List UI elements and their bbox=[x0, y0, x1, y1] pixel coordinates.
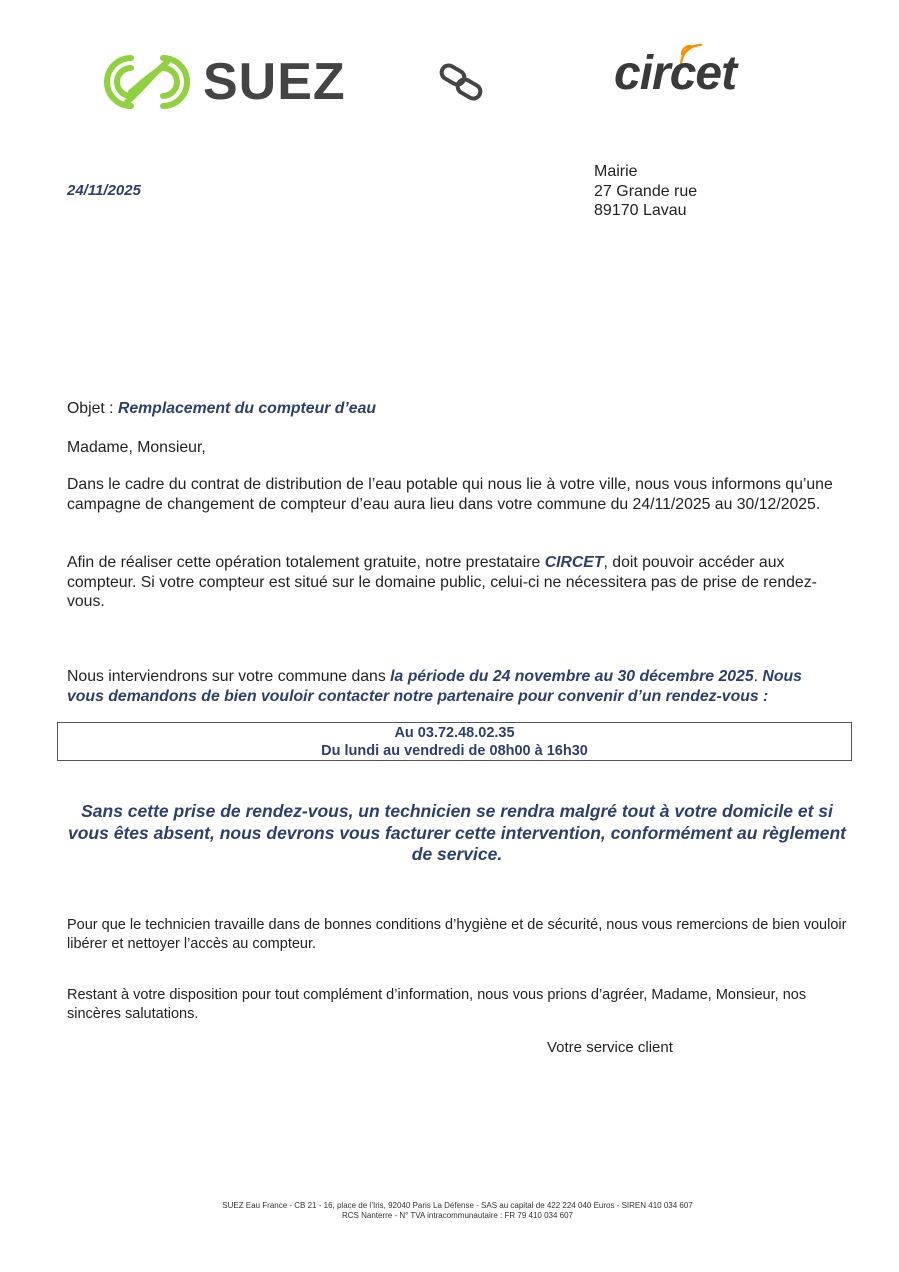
chain-link-icon bbox=[437, 62, 487, 102]
suez-swirl-icon bbox=[97, 50, 197, 114]
paragraph-text: Afin de réaliser cette opération totalement gratuite, notre prestataire bbox=[67, 554, 545, 571]
paragraph-operation bbox=[67, 553, 837, 612]
signature: Votre service client bbox=[547, 1039, 673, 1056]
appointment-request: Nous vous demandons de bien vouloir contacter notre partenaire pour convenir d’un rendez-vous : bbox=[67, 668, 802, 705]
subject-label: Objet : bbox=[67, 400, 118, 417]
contact-box bbox=[57, 722, 852, 761]
circet-logo bbox=[614, 34, 794, 104]
recipient-line: 27 Grande rue bbox=[594, 182, 698, 200]
suez-wordmark: SUEZ bbox=[203, 53, 346, 111]
contact-hours: Du lundi au vendredi de 08h00 à 16h30 bbox=[321, 742, 588, 759]
paragraph-intervention bbox=[67, 667, 837, 706]
suez-logo bbox=[97, 48, 346, 118]
subject-text: Remplacement du compteur d’eau bbox=[117, 400, 377, 417]
footer bbox=[100, 1201, 815, 1221]
paragraph-text: Nous interviendrons sur votre commune dans bbox=[67, 668, 391, 685]
company-name: CIRCET bbox=[544, 554, 604, 571]
recipient-line: 89170 Lavau bbox=[594, 202, 687, 219]
subject-line bbox=[67, 399, 837, 419]
warning-notice: Sans cette prise de rendez-vous, un technicien se rendra malgré tout à votre domicile et si vous êtes absent, nous devrons vous facturer cette intervention, conformément au règlement de service. bbox=[68, 801, 846, 864]
paragraph-closing: Restant à votre disposition pour tout complément d’information, nous vous prions d’agréer, Madame, Monsieur, nos sincères salutations. bbox=[67, 987, 807, 1022]
paragraph-text: . bbox=[753, 668, 763, 685]
paragraph-campaign: Dans le cadre du contrat de distribution de l’eau potable qui nous lie à votre ville, nous vous informons qu’une campagne de changement de compteur d’eau aura lieu dans votre commune du 24/11/2025 au 30/12/2025. bbox=[67, 476, 833, 513]
circet-wordmark: circet bbox=[614, 47, 737, 100]
letter-date: 24/11/2025 bbox=[67, 182, 141, 199]
intervention-period: la période du 24 novembre au 30 décembre 2025 bbox=[390, 668, 754, 685]
recipient-line: Mairie bbox=[594, 163, 638, 180]
salutation: Madame, Monsieur, bbox=[67, 439, 206, 456]
paragraph-access: Pour que le technicien travaille dans de bonnes conditions d’hygiène et de sécurité, nous vous remercions de bien vouloir libérer et nettoyer l’accès au compteur. bbox=[67, 917, 847, 952]
footer-line: SUEZ Eau France - CB 21 - 16, place de l’Iris, 92040 Paris La Défense - SAS au capital de 422 224 040 Euros - SIREN 410 034 607 bbox=[222, 1201, 693, 1210]
contact-phone: Au 03.72.48.02.35 bbox=[394, 725, 515, 741]
recipient-address bbox=[594, 162, 697, 221]
paragraph-text: , doit pouvoir accéder aux compteur. Si votre compteur est situé sur le domaine public, celui-ci ne nécessitera pas de prise de rendez-vous. bbox=[67, 554, 817, 610]
footer-line: RCS Nanterre - N° TVA intracommunautaire : FR 79 410 034 607 bbox=[341, 1211, 573, 1220]
